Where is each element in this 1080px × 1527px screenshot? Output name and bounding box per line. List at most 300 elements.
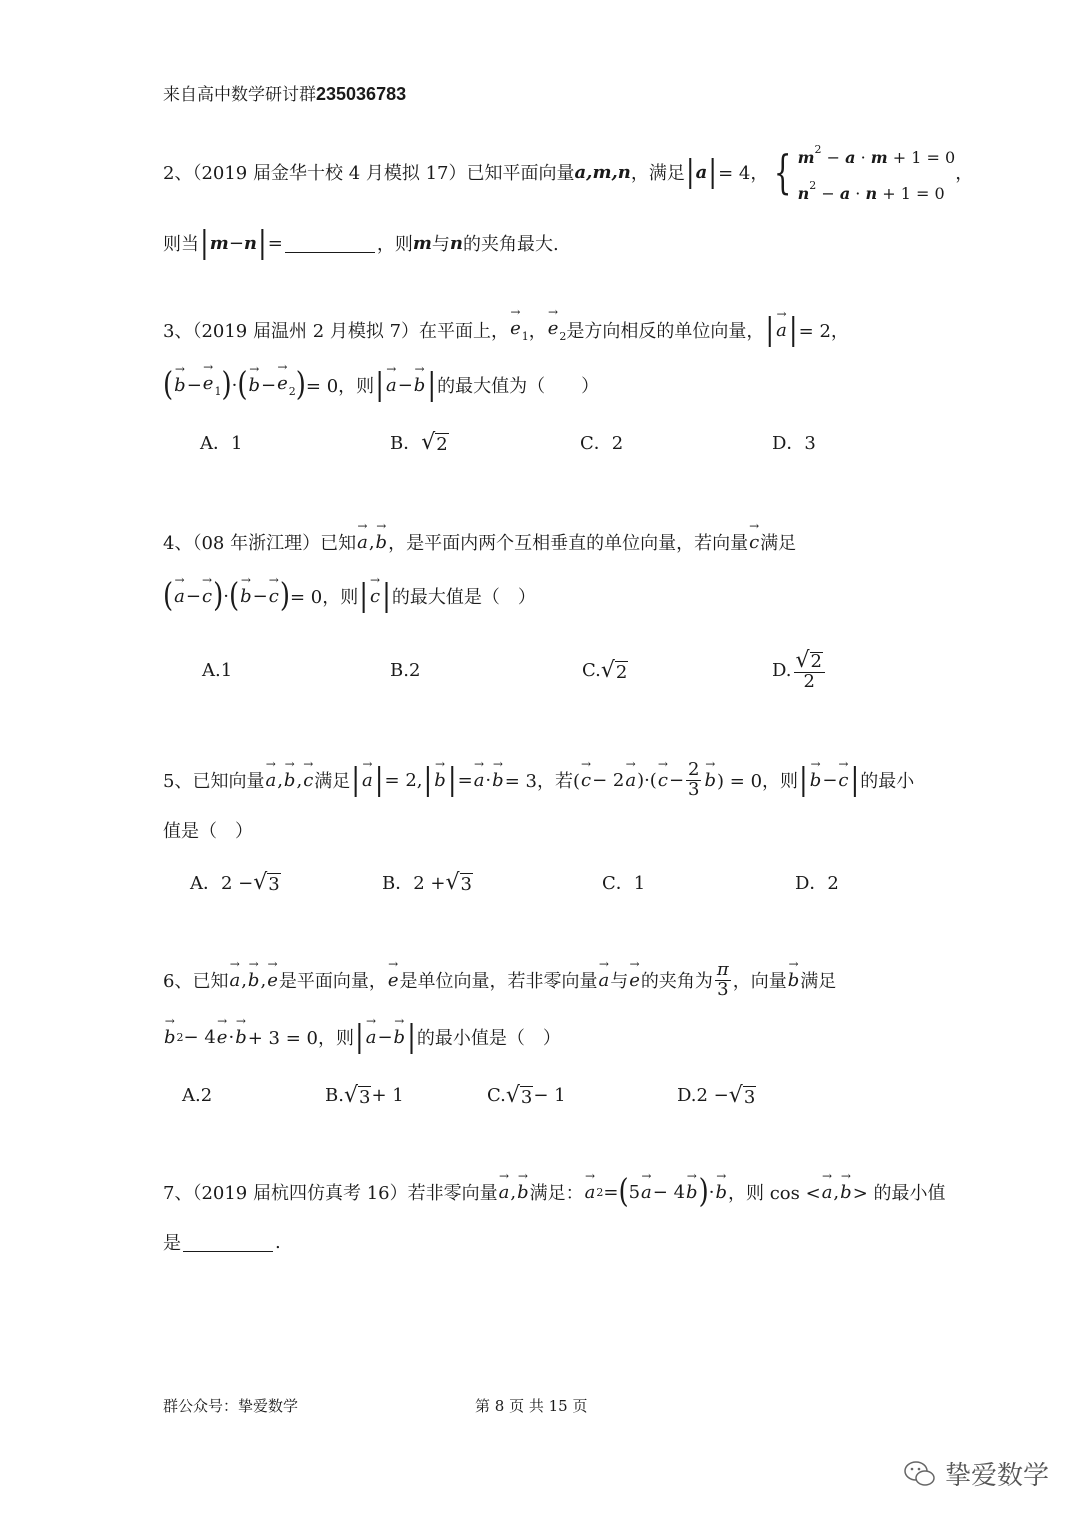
- bold-vector: m: [412, 232, 432, 254]
- vector-symbol: → c: [657, 770, 669, 791]
- q2-line-1: [163, 143, 974, 203]
- vector: [748, 532, 760, 553]
- sqrt: [344, 1083, 371, 1108]
- abs-bar: |: [374, 762, 384, 798]
- vector-symbol: → a: [598, 970, 611, 991]
- vector-symbol: → b: [809, 770, 823, 791]
- vector: [714, 1182, 728, 1203]
- vector: [173, 375, 187, 396]
- answer-blank: [285, 234, 375, 253]
- abs-bar: |: [423, 762, 433, 798]
- page-header: [163, 80, 406, 105]
- abs-bar: |: [427, 367, 437, 403]
- text: 的最大值为（ ）: [437, 376, 600, 397]
- text: ，: [528, 321, 547, 342]
- radical-sign: √: [728, 1082, 743, 1108]
- footer-page-number: 第 8 页 共 15 页: [475, 1397, 588, 1415]
- text: ,: [277, 769, 283, 791]
- q6-options: [0, 1075, 1080, 1115]
- radicand: 2: [436, 433, 448, 455]
- text: + 1: [371, 1084, 404, 1106]
- text: 与: [431, 234, 450, 255]
- vector-symbol: → a: [624, 770, 637, 791]
- text: −: [822, 769, 838, 791]
- radical-sign: √: [600, 657, 615, 683]
- text: D．3: [772, 433, 816, 454]
- vector-symbol: → c: [580, 770, 592, 791]
- vector-symbol: → b: [714, 1182, 728, 1203]
- vector: [201, 586, 213, 607]
- paren: (: [163, 577, 174, 615]
- vector-symbol: → e: [216, 1027, 229, 1048]
- text: 满足: [800, 971, 837, 992]
- abs-bar: |: [351, 762, 361, 798]
- superscript: 2: [809, 179, 817, 192]
- text: −: [228, 232, 244, 254]
- text: ·: [228, 1026, 235, 1048]
- text: D．2: [795, 873, 839, 894]
- paren: ): [698, 1173, 709, 1211]
- vector: [173, 586, 186, 607]
- vector: [703, 770, 717, 791]
- vector-symbol: → b: [163, 1027, 177, 1048]
- abs-bar: |: [685, 154, 695, 190]
- vector-symbol: → a: [385, 375, 398, 396]
- text: 3: [688, 778, 700, 800]
- vector-symbol: → b: [247, 375, 261, 396]
- q6-line-2: [163, 1017, 561, 1057]
- vector: [365, 1027, 378, 1048]
- vector-symbol: → e: [387, 970, 400, 991]
- answer-option[interactable]: [772, 647, 827, 692]
- vector-symbol: → b: [839, 1182, 853, 1203]
- vector-symbol: → e: [509, 318, 522, 339]
- text: A.2: [182, 1084, 213, 1106]
- abs-bar: |: [382, 578, 391, 614]
- text: =: [603, 1181, 619, 1203]
- vector-symbol: → b: [393, 1027, 407, 1048]
- vector-symbol: → b: [787, 970, 801, 991]
- radicand: 3: [520, 1086, 533, 1108]
- text: −: [252, 585, 268, 607]
- radicand: 3: [743, 1086, 756, 1108]
- vector-symbol: → e: [628, 970, 641, 991]
- group-number: 235036783: [316, 84, 407, 104]
- bold-vector: a: [695, 161, 708, 183]
- radical-sign: √: [421, 429, 436, 455]
- subscript: 1: [521, 329, 529, 343]
- sqrt: [729, 1083, 756, 1108]
- vector-symbol: → a: [365, 1027, 378, 1048]
- vector: [283, 770, 297, 791]
- text: ) = 0，则: [717, 771, 799, 792]
- brace: {: [774, 145, 792, 199]
- radical-sign: √: [253, 869, 268, 895]
- denominator: [688, 778, 700, 800]
- vector: [375, 532, 389, 553]
- paren: (: [228, 577, 240, 615]
- vector: [839, 1182, 853, 1203]
- text: ·: [485, 769, 492, 791]
- text: = 2，: [798, 321, 849, 342]
- text: 5: [628, 1181, 641, 1203]
- text: 满足: [760, 533, 797, 554]
- bold-vector: n: [797, 184, 810, 203]
- answer-option[interactable]: [582, 650, 628, 690]
- radicand: 3: [460, 873, 472, 895]
- radicand: 2: [615, 661, 628, 683]
- text: ，则 cos <: [728, 1183, 821, 1204]
- vector: [584, 1182, 597, 1203]
- text: ，是平面内两个互相垂直的单位向量，若向量: [388, 533, 749, 554]
- equation-rows: [798, 136, 956, 208]
- vector-symbol: → a: [584, 1182, 597, 1203]
- paren: ): [279, 577, 290, 615]
- text: 3、（2019 届温州 2 月模拟 7）在平面上，: [163, 321, 510, 342]
- answer-option[interactable]: [390, 650, 420, 690]
- vector-symbol: → b: [173, 375, 187, 396]
- paren: (: [237, 366, 248, 404]
- text: = 2,: [384, 769, 423, 791]
- math-symbol: π: [716, 958, 729, 980]
- vector: [356, 532, 369, 553]
- bold-vector: m: [870, 148, 888, 167]
- bold-vector: m: [209, 232, 229, 254]
- vector: [276, 373, 296, 398]
- bold-vector: a: [845, 148, 856, 167]
- text: C.: [582, 659, 601, 681]
- q5-line-2: [163, 810, 253, 850]
- text: ·: [855, 148, 871, 167]
- text: ，: [955, 163, 974, 184]
- watermark: [903, 1455, 1049, 1492]
- answer-option[interactable]: [772, 422, 816, 462]
- text: =: [457, 769, 473, 791]
- abs-bar: |: [359, 578, 369, 614]
- abs-bar: |: [708, 154, 718, 190]
- abs-bar: |: [850, 762, 860, 798]
- text: B.2: [390, 659, 421, 681]
- vector-symbol: → b: [491, 770, 505, 791]
- vector: [473, 770, 486, 791]
- vector: [580, 770, 592, 791]
- text: B.: [325, 1084, 344, 1106]
- vector: [775, 320, 788, 341]
- q3-line-1: [163, 310, 849, 350]
- text: ·: [850, 184, 866, 203]
- bold-vector: m: [797, 148, 815, 167]
- vector: [393, 1027, 407, 1048]
- radicand: 2: [810, 650, 822, 672]
- vector: [413, 375, 427, 396]
- text: 是: [163, 1233, 181, 1254]
- text: + 3 = 0，则: [247, 1028, 354, 1049]
- q4-line-1: [163, 522, 796, 562]
- text: 是方向相反的单位向量，: [566, 321, 765, 342]
- answer-option[interactable]: [325, 1075, 404, 1115]
- text: =: [267, 232, 283, 254]
- vector: [264, 770, 277, 791]
- subscript: 2: [559, 329, 567, 343]
- text: −: [186, 374, 202, 396]
- radicand: 3: [268, 873, 280, 895]
- vector: [234, 1027, 248, 1048]
- vector-symbol: → e: [266, 970, 279, 991]
- subscript: 1: [214, 384, 222, 398]
- vector: [202, 373, 222, 398]
- text: D.2 −: [677, 1084, 729, 1106]
- vector-symbol: → b: [283, 770, 297, 791]
- text: C.: [487, 1084, 506, 1106]
- paren: ): [213, 577, 224, 615]
- bold-vector: n: [865, 184, 878, 203]
- vector-symbol: → b: [413, 375, 427, 396]
- sqrt: [506, 1083, 533, 1108]
- sqrt: [445, 870, 472, 895]
- vector-symbol: → e: [202, 373, 215, 394]
- radical-sign: √: [343, 1082, 358, 1108]
- vector: [685, 1182, 699, 1203]
- fraction: [794, 649, 825, 692]
- radical-sign: √: [505, 1082, 520, 1108]
- answer-option[interactable]: [795, 862, 839, 902]
- vector: [787, 970, 801, 991]
- answer-option[interactable]: [382, 862, 473, 902]
- vector: [361, 770, 374, 791]
- abs-bar: |: [799, 762, 808, 798]
- text: ，满足: [630, 163, 685, 184]
- paren: ): [221, 366, 232, 404]
- vector: [163, 1027, 177, 1048]
- superscript: 2: [176, 1030, 184, 1044]
- text: = 3，若(: [504, 771, 580, 792]
- vector: [640, 1182, 653, 1203]
- text: ,: [296, 769, 303, 791]
- equation-row: [798, 136, 956, 172]
- vector-symbol: → b: [234, 1027, 248, 1048]
- vector-symbol: → a: [775, 320, 788, 341]
- text: − 4: [652, 1181, 686, 1203]
- vector-symbol: → c: [201, 586, 213, 607]
- text: − 4: [183, 1026, 216, 1048]
- text: = 0，则: [290, 587, 359, 608]
- vector: [837, 770, 849, 791]
- vector-symbol: → a: [361, 770, 374, 791]
- text: 2: [688, 758, 700, 780]
- vector-symbol: → a: [473, 770, 486, 791]
- vector-symbol: → a: [356, 532, 369, 553]
- abs-bar: |: [258, 225, 267, 261]
- watermark-text: 挚爱数学: [945, 1461, 1050, 1491]
- answer-option[interactable]: [487, 1075, 566, 1115]
- text: A．1: [200, 433, 243, 454]
- vector: [385, 375, 398, 396]
- vector-symbol: → a: [264, 770, 277, 791]
- radical-sign: √: [795, 647, 810, 673]
- vector: [266, 970, 279, 991]
- sqrt: [253, 870, 280, 895]
- text: 的最小: [860, 771, 915, 792]
- fraction: [715, 958, 731, 1000]
- text: 6、已知: [163, 971, 229, 992]
- q3-options: [0, 422, 1080, 462]
- text: C．1: [602, 873, 646, 894]
- paren: (: [618, 1173, 629, 1211]
- text: B．: [390, 433, 422, 454]
- text: ，向量: [732, 971, 787, 992]
- vector-symbol: → a: [498, 1182, 511, 1203]
- answer-option[interactable]: [677, 1075, 756, 1115]
- answer-option[interactable]: [390, 422, 449, 462]
- vector: [821, 1182, 834, 1203]
- answer-option[interactable]: [602, 862, 645, 902]
- q4-options: [0, 647, 1080, 692]
- vector: [509, 318, 529, 343]
- text: − 1: [533, 1084, 566, 1106]
- abs-bar: |: [765, 312, 775, 348]
- vector: [657, 770, 669, 791]
- subscript: 2: [288, 384, 296, 398]
- vector: [228, 970, 241, 991]
- vector-symbol: → c: [268, 586, 280, 607]
- vector-symbol: → c: [748, 532, 760, 553]
- header-prefix: 来自高中数学研讨群: [163, 85, 316, 105]
- text: D.: [772, 659, 792, 681]
- vector-symbol: → b: [433, 770, 447, 791]
- text: ,: [510, 1181, 517, 1203]
- text: )·(: [637, 769, 657, 791]
- vector: [491, 770, 505, 791]
- text: 的夹角为: [640, 971, 713, 992]
- vector: [628, 970, 641, 991]
- q5-options: [0, 862, 1080, 902]
- vector-symbol: → b: [247, 970, 261, 991]
- denominator: [717, 978, 729, 1000]
- vector: [247, 375, 261, 396]
- answer-blank: [183, 1233, 273, 1252]
- paren: ): [295, 366, 306, 404]
- text: − 2: [592, 769, 625, 791]
- vector: [433, 770, 447, 791]
- bold-vector: n: [449, 232, 463, 254]
- q7-line-2: [163, 1222, 281, 1262]
- text: 的夹角最大.: [463, 234, 559, 255]
- text: 的最大值是（ ）: [391, 587, 536, 608]
- text: 值是（ ）: [163, 821, 253, 842]
- numerator: [794, 649, 825, 673]
- q2-line-2: [163, 223, 559, 263]
- vector: [516, 1182, 530, 1203]
- radical-sign: √: [445, 869, 460, 895]
- text: .: [275, 1231, 281, 1253]
- text: 4、（08 年浙江理）已知: [163, 533, 357, 554]
- radicand: 3: [358, 1086, 371, 1108]
- text: + 1 = 0: [877, 184, 945, 203]
- text: 的最小值是（ ）: [416, 1028, 561, 1049]
- text: ,: [368, 531, 375, 553]
- text: −: [821, 148, 846, 167]
- vector-symbol: → b: [685, 1182, 699, 1203]
- vector-symbol: → a: [228, 970, 241, 991]
- fraction: [686, 758, 701, 800]
- text: 2、（2019 届金华十校 4 月模拟 17）已知平面向量: [163, 163, 575, 184]
- vector-symbol: → b: [516, 1182, 530, 1203]
- answer-option[interactable]: [182, 1075, 212, 1115]
- vector: [216, 1027, 229, 1048]
- text: −: [185, 585, 201, 607]
- vector: [624, 770, 637, 791]
- answer-option[interactable]: [580, 422, 623, 462]
- vector-symbol: → c: [302, 770, 314, 791]
- answer-option[interactable]: [200, 422, 242, 462]
- text: 7、（2019 届杭四仿真考 16）若非零向量: [163, 1183, 498, 1204]
- vector: [809, 770, 823, 791]
- q4-line-2: [163, 576, 536, 616]
- superscript: 2: [814, 143, 822, 156]
- abs-bar: |: [407, 1019, 416, 1055]
- text: −: [816, 184, 840, 203]
- vector-symbol: → b: [239, 586, 253, 607]
- equation-row: [798, 172, 956, 208]
- abs-bar: |: [375, 367, 384, 403]
- vector-symbol: → a: [640, 1182, 653, 1203]
- superscript: 2: [596, 1185, 604, 1199]
- vector: [547, 318, 567, 343]
- text: > 的最小值: [852, 1183, 946, 1204]
- q6-line-1: [163, 960, 836, 1000]
- text: 满足: [314, 771, 351, 792]
- answer-option[interactable]: [202, 650, 232, 690]
- text: 3: [717, 978, 729, 1000]
- text: 与: [610, 971, 629, 992]
- vector: [302, 770, 314, 791]
- text: ,: [241, 969, 247, 991]
- vector-symbol: → c: [837, 770, 849, 791]
- text: 5、已知向量: [163, 771, 265, 792]
- text: ，则: [376, 234, 413, 255]
- text: 则当: [163, 234, 199, 255]
- text: = 4，: [718, 163, 769, 184]
- vector: [387, 970, 400, 991]
- text: A.1: [202, 659, 233, 681]
- q3-line-2: [163, 365, 599, 405]
- text: 2: [803, 670, 815, 692]
- vector: [247, 970, 261, 991]
- bold-vector: a: [839, 184, 851, 203]
- abs-bar: |: [354, 1019, 364, 1055]
- abs-bar: |: [788, 312, 798, 348]
- text: ,: [260, 969, 267, 991]
- vector: [268, 586, 280, 607]
- vector: [598, 970, 611, 991]
- bold-vector: n: [243, 232, 257, 254]
- sqrt: [796, 649, 823, 672]
- text: 是单位向量，若非零向量: [399, 971, 598, 992]
- vector: [239, 586, 253, 607]
- sqrt: [421, 430, 448, 455]
- denominator: [803, 670, 815, 692]
- text: 满足：: [529, 1183, 584, 1204]
- vector-symbol: → e: [547, 318, 560, 339]
- vector-symbol: → e: [276, 373, 289, 394]
- vector-symbol: → a: [173, 586, 186, 607]
- sqrt: [601, 658, 628, 683]
- vector-symbol: → b: [375, 532, 389, 553]
- text: ·: [231, 374, 238, 396]
- wechat-icon: [903, 1459, 937, 1489]
- vector: [498, 1182, 511, 1203]
- answer-option[interactable]: [190, 862, 281, 902]
